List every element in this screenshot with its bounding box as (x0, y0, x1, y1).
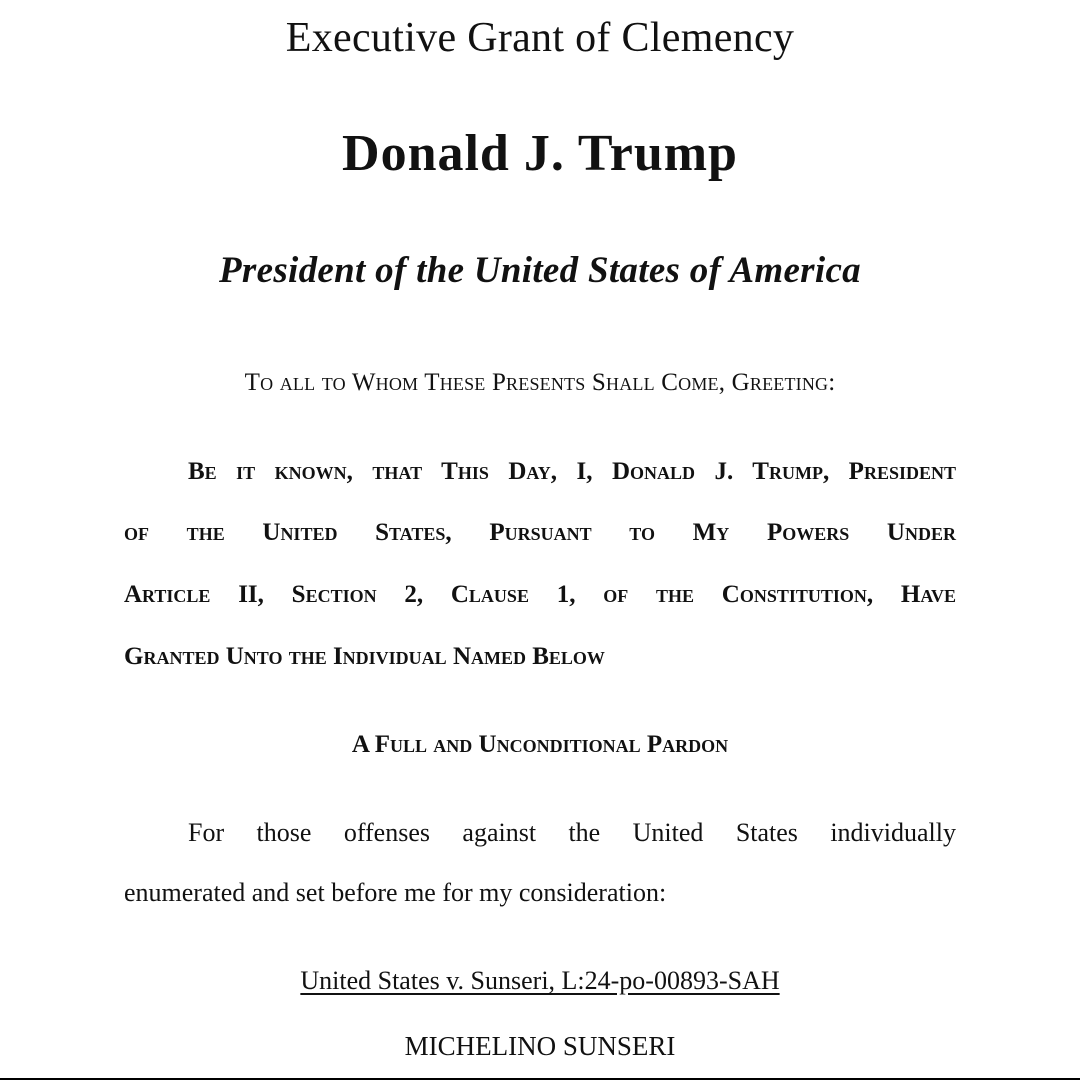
known-paragraph-line: Granted Unto the Individual Named Below (124, 643, 605, 670)
known-paragraph-line: of the United States, Pursuant to My Powers Under (124, 519, 956, 546)
offense-paragraph-line: enumerated and set before me for my consideration: (124, 878, 667, 907)
case-name: United States v. Sunseri, L:24-po-00893-SAH (300, 966, 780, 995)
president-office: President of the United States of America (219, 250, 861, 291)
pardon-type-heading: A Full and Unconditional Pardon (351, 731, 729, 758)
president-name: Donald J. Trump (342, 125, 738, 182)
offense-paragraph-line: For those offenses against the United States individually (188, 818, 956, 847)
greeting-line: To all to Whom These Presents Shall Come, Greeting: (244, 369, 836, 396)
known-paragraph-line: Article II, Section 2, Clause 1, of the Constitution, Have (124, 581, 956, 608)
document-title: Executive Grant of Clemency (285, 15, 795, 61)
recipient-name: MICHELINO SUNSERI (404, 1031, 676, 1061)
known-paragraph-line: Be it known, that This Day, I, Donald J. Trump, President (188, 458, 956, 485)
